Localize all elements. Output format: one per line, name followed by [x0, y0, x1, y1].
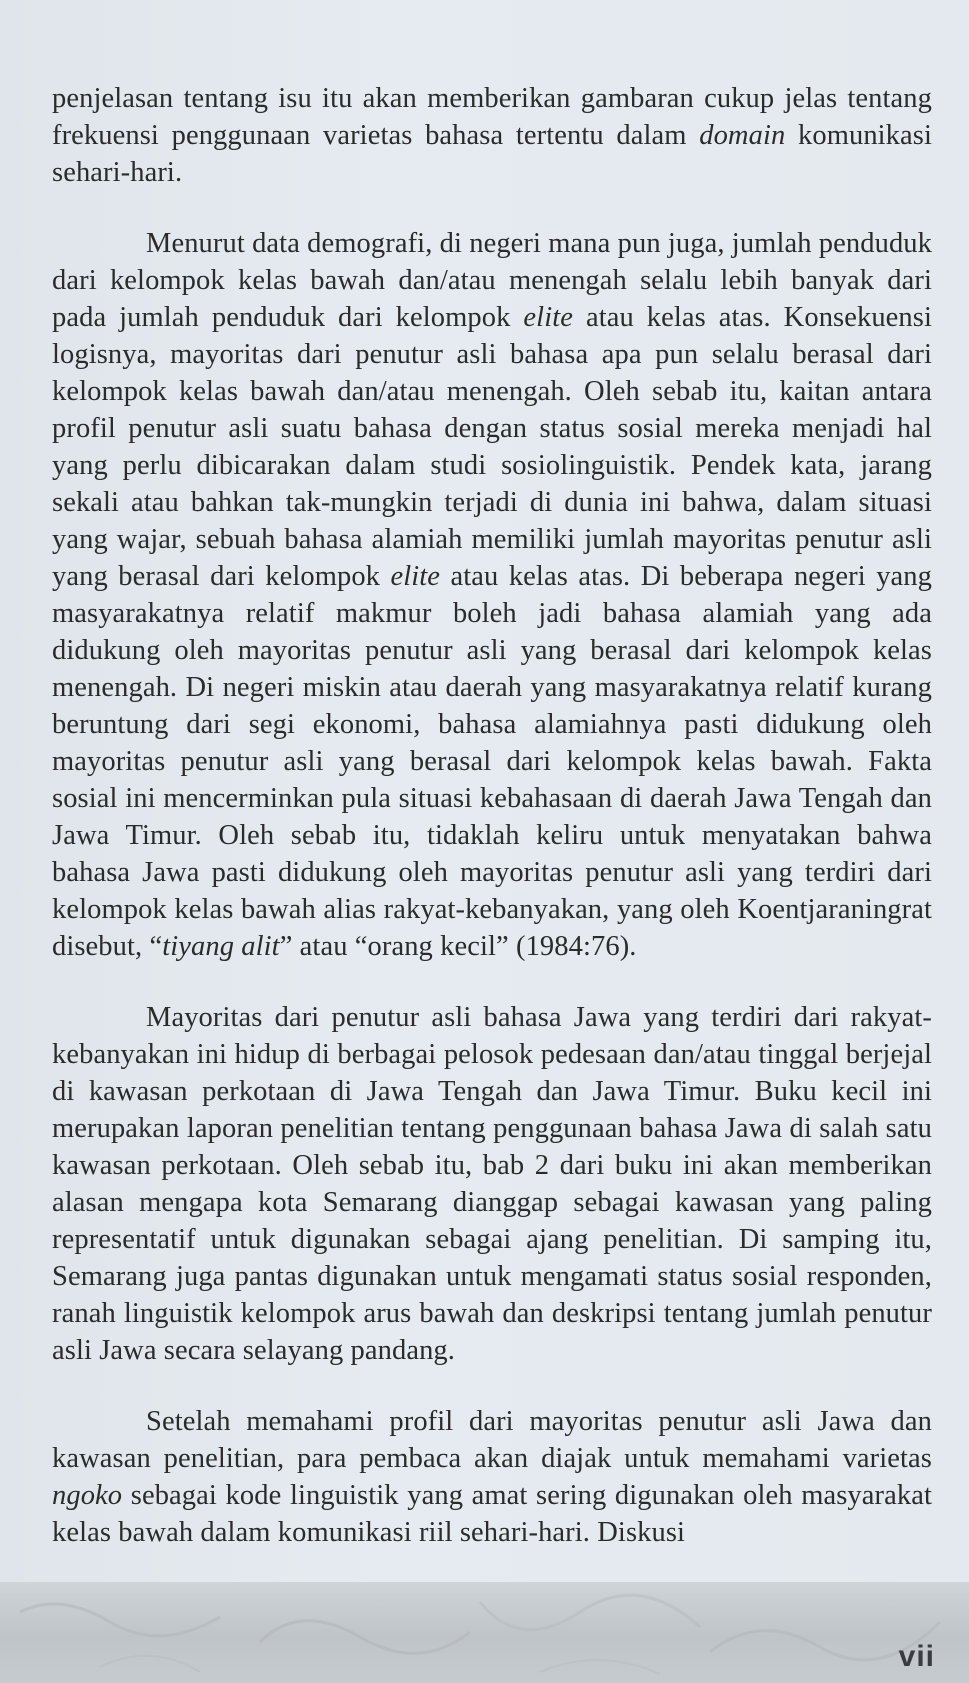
- p2-italic-elite-1: elite: [523, 302, 573, 333]
- p2-s0: Menurut data demografi, di negeri mana pun juga, jumlah penduduk dari kelompok kelas bawah dan/atau menengah selalu lebih banyak dari pada jumlah penduduk dari kelompok: [52, 228, 932, 333]
- p2-s2: atau kelas atas. Konsekuensi logisnya, mayoritas dari penutur asli bahasa apa pun selalu berasal dari kelompok kelas bawah dan/atau menengah. Oleh sebab itu, kaitan antara profil penutur asli suatu bahasa dengan status sosial mereka menjadi hal yang perlu dibicarakan dalam studi sosiolinguistik. Pendek kata, jarang sekali atau bahkan tak-mungkin terjadi di dunia ini bahwa, dalam situasi yang wajar, sebuah bahasa alamiah memiliki jumlah mayoritas penutur asli yang berasal dari kelompok: [52, 302, 932, 592]
- p4-s2: sebagai kode linguistik yang amat sering digunakan oleh masyarakat kelas bawah dalam komunikasi riil sehari-hari. Diskusi: [52, 1480, 932, 1548]
- p2-italic-tiyang-alit: tiyang alit: [162, 931, 280, 962]
- body-text: [52, 80, 932, 1585]
- paragraph-2: [52, 225, 932, 965]
- p2-s6: ” atau “orang kecil” (1984:76).: [279, 931, 637, 962]
- p1-italic-domain: domain: [699, 120, 786, 151]
- p2-s4: atau kelas atas. Di beberapa negeri yang masyarakatnya relatif makmur boleh jadi bahasa alamiah yang ada didukung oleh mayoritas penutur asli yang berasal dari kelompok kelas menengah. Di negeri miskin atau daerah yang masyarakatnya relatif kurang beruntung dari segi ekonomi, bahasa alamiahnya pasti didukung oleh mayoritas penutur asli yang berasal dari kelompok kelas bawah. Fakta sosial ini mencerminkan pula situasi kebahasaan di daerah Jawa Tengah dan Jawa Timur. Oleh sebab itu, tidaklah keliru untuk menyatakan bahwa bahasa Jawa pasti didukung oleh mayoritas penutur asli yang terdiri dari kelompok kelas bawah alias rakyat-kebanyakan, yang oleh Koentjaraningrat disebut, “: [52, 561, 933, 962]
- p2-italic-elite-2: elite: [390, 561, 441, 592]
- footer-texture: [0, 1582, 969, 1683]
- page-number: vii: [898, 1640, 935, 1673]
- p1-s0: penjelasan tentang isu itu akan memberikan gambaran cukup jelas tentang frekuensi penggunaan varietas bahasa tertentu dalam: [52, 83, 932, 151]
- paragraph-4: [52, 1403, 932, 1551]
- p4-italic-ngoko: ngoko: [52, 1480, 123, 1511]
- paragraph-1: [52, 80, 932, 191]
- p3-s0: Mayoritas dari penutur asli bahasa Jawa yang terdiri dari rakyat-kebanyakan ini hidup di berbagai pelosok pedesaan dan/atau tinggal berjejal di kawasan perkotaan di Jawa Tengah dan Jawa Timur. Buku kecil ini merupakan laporan penelitian tentang penggunaan bahasa Jawa di salah satu kawasan perkotaan. Oleh sebab itu, bab 2 dari buku ini akan memberikan alasan mengapa kota Semarang dianggap sebagai kawasan yang paling representatif untuk digunakan sebagai ajang penelitian. Di samping itu, Semarang juga pantas digunakan untuk mengamati status sosial responden, ranah linguistik kelompok arus bawah dan deskripsi tentang jumlah penutur asli Jawa secara selayang pandang.: [52, 1002, 932, 1366]
- p4-s0: Setelah memahami profil dari mayoritas penutur asli Jawa dan kawasan penelitian, para pembaca akan diajak untuk memahami varietas: [52, 1406, 932, 1474]
- footer-band: [0, 1582, 969, 1683]
- paragraph-3: [52, 999, 932, 1369]
- p1-s2: komunikasi sehari-hari.: [52, 120, 932, 188]
